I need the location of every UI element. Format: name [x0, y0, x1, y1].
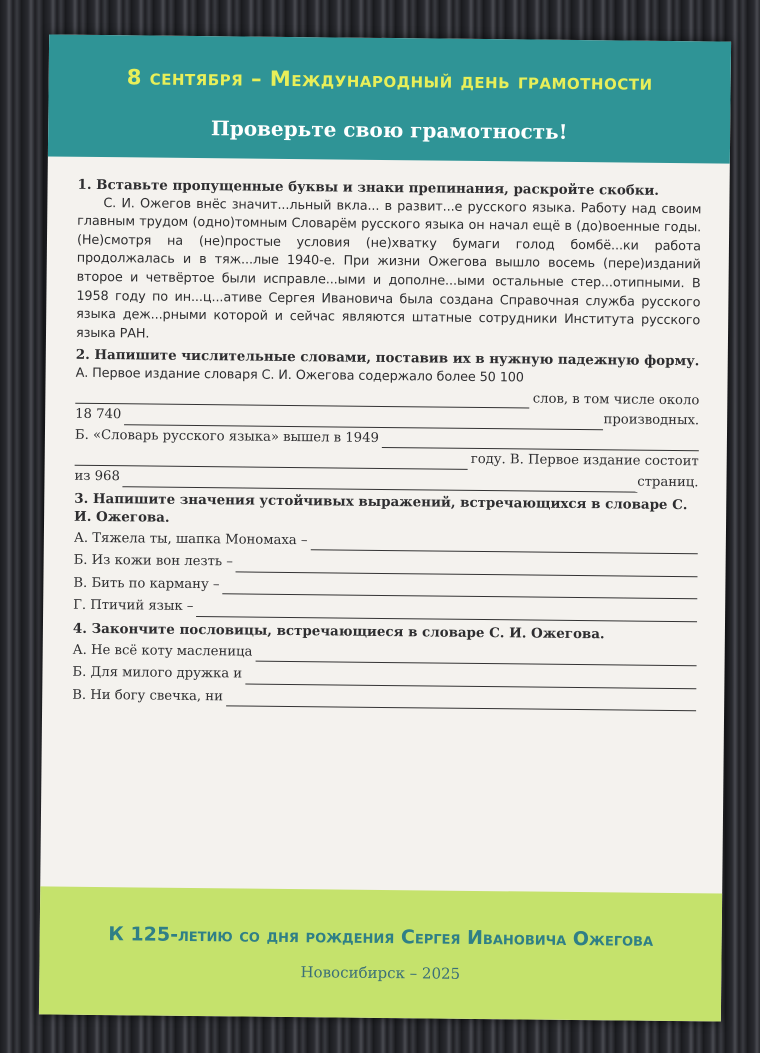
task-1-title: 1. Вставьте пропущенные буквы и знаки препинания, раскройте скобки.: [77, 176, 660, 199]
task-3-item: [74, 529, 698, 554]
footer-title: К 125-летию со дня рождения Сергея Ивановича Ожегова: [108, 923, 654, 951]
task-2a-words: слов, в том числе около: [532, 391, 700, 408]
answer-field[interactable]: [226, 692, 696, 712]
answer-field[interactable]: [222, 580, 697, 600]
task-4-title: 4. Закончите пословицы, встречающиеся в словаре С. И. Ожегова.: [72, 620, 605, 643]
task-3-item-label: А. Тяжела ты, шапка Мономаха –: [73, 530, 308, 548]
task-4-item-label: А. Не всё коту масленица: [72, 642, 253, 660]
worksheet: [39, 34, 731, 1021]
task-3-item-label: В. Бить по карману –: [73, 575, 220, 593]
answer-field[interactable]: [255, 647, 696, 667]
answer-field[interactable]: [236, 557, 698, 577]
worksheet-body: [72, 173, 702, 716]
task-3-item: [73, 597, 697, 622]
footer-banner: [39, 886, 722, 1021]
task-3-item-label: Б. Из кожи вон лезть –: [73, 553, 233, 570]
task-3-item: [73, 575, 697, 600]
task-3: [73, 489, 698, 622]
task-1: [76, 176, 702, 350]
header-banner: [48, 34, 731, 163]
answer-field[interactable]: [245, 669, 696, 689]
header-subtitle: Проверьте свою грамотность!: [210, 116, 568, 144]
task-3-item-label: Г. Птичий язык –: [73, 598, 194, 615]
answer-field[interactable]: [123, 472, 638, 492]
task-2-title: 2. Напишите числительные словами, поставив их в нужную падежную форму.: [75, 347, 700, 370]
answer-field[interactable]: [75, 451, 468, 470]
task-2c-line: [74, 468, 698, 493]
footer-city: Новосибирск – 2025: [300, 963, 461, 983]
task-3-title: 3. Напишите значения устойчивых выражений, встречающихся в словаре С. И. Ожегова.: [74, 490, 688, 526]
task-2a-deriv: производных.: [603, 412, 700, 429]
task-1-text: С. И. Ожегов внёс значит...льный вкла... в развит...е русского языка. Работу над своим главным трудом (одно)томным Словарём русского языка он начал ещё в (до)военные годы. (Не)смотря на (не)простые условия (не)хватку бумаги голод бомбё...ки работа продолжалась и в тяж...лые 1940-е. При жизни Ожегова вышло восемь (пере)изданий второе и четвёртое были исправле...ыми и дополне...ыми остальные стер...отипными. В 1958 году по ин...ц...ативе Сергея Ивановича была создана Справочная служба русского языка деж...рными которой и сейчас являются штатные сотрудники Института русского языка РАН.: [75, 195, 702, 342]
task-2b-intro: Б. «Словарь русского языка» вышел в 1949: [74, 427, 379, 446]
task-2c-pages: страниц.: [637, 474, 699, 491]
task-4-item: [72, 687, 696, 712]
task-3-item: [74, 552, 698, 577]
task-2b-year: году. В. Первое издание состоит: [470, 452, 699, 470]
task-4: [72, 620, 697, 712]
task-4-item-label: Б. Для милого дружка и: [72, 664, 243, 682]
answer-field[interactable]: [196, 602, 697, 622]
task-4-item: [72, 664, 696, 689]
task-4-item-label: В. Ни богу свечка, ни: [72, 687, 224, 705]
task-2a-num: 18 740: [75, 406, 122, 423]
task-4-item: [73, 641, 697, 666]
task-2: [74, 346, 699, 493]
answer-field[interactable]: [382, 433, 699, 451]
task-2c-num: из 968: [74, 468, 120, 485]
answer-field[interactable]: [310, 536, 698, 555]
header-title: 8 сентября – Международный день грамотности: [126, 65, 653, 95]
task-2a-intro: А. Первое издание словаря С. И. Ожегова содержало более 50 100: [75, 365, 524, 386]
